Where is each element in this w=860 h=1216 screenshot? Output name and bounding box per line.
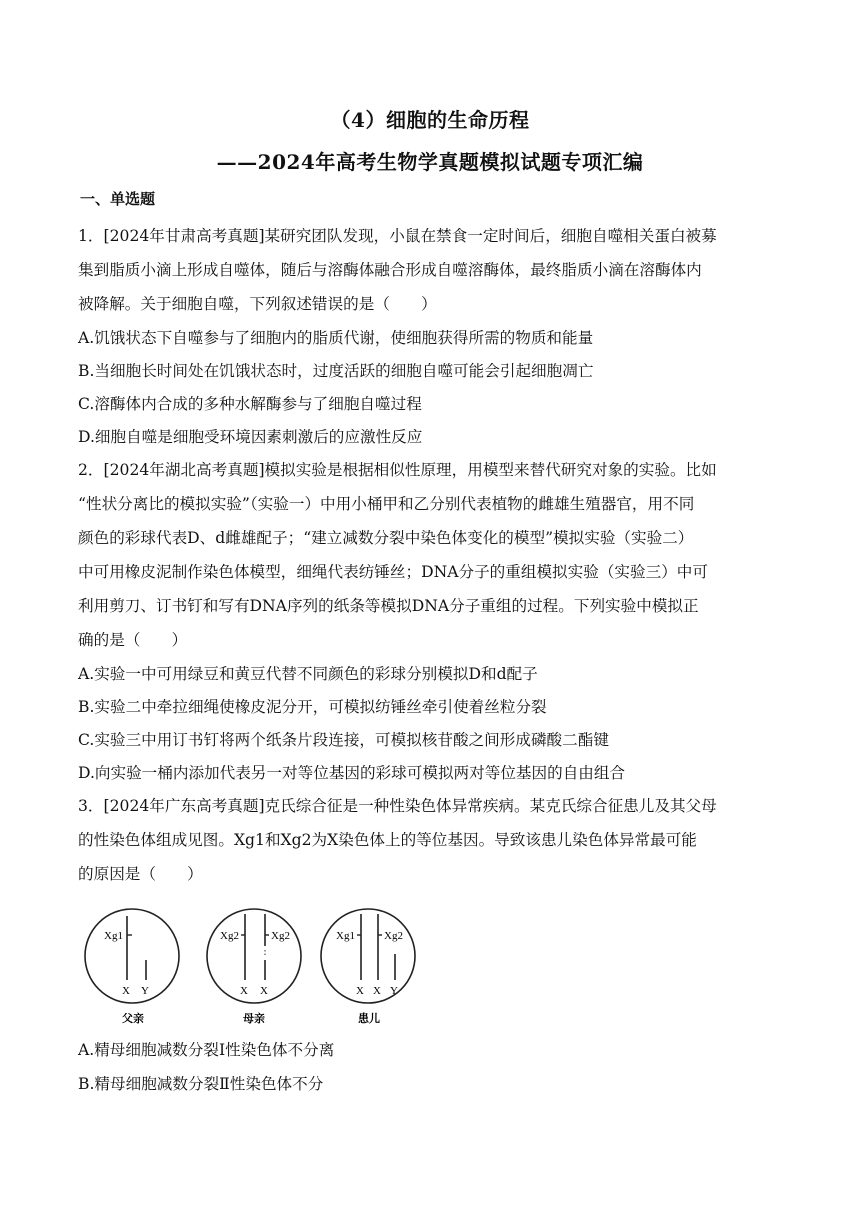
- question-1-line-2: 集到脂质小滴上形成自噬体，随后与溶酶体融合形成自噬溶酶体，最终脂质小滴在溶酶体内: [78, 261, 702, 279]
- question-2-line-5: 利用剪刀、订书钉和写有DNA序列的纸条等模拟DNA分子重组的过程。下列实验中模拟正: [78, 597, 699, 615]
- child-chrom-label-2: X: [373, 985, 381, 997]
- question-1-option-b: B.当细胞长时间处在饥饿状态时，过度活跃的细胞自噬可能会引起细胞凋亡: [78, 362, 594, 380]
- mother-chrom-label-1: X: [240, 985, 248, 997]
- child-chrom-label-3: Y: [390, 985, 398, 997]
- document-subtitle: ——2024年高考生物学真题模拟试题专项汇编: [216, 150, 644, 174]
- child-caption: 患儿: [358, 1012, 380, 1025]
- chromosome-figure: [78, 898, 438, 1038]
- question-2-line-3: 颜色的彩球代表D、d雌雄配子；“建立减数分裂中染色体变化的模型”模拟实验（实验二）: [78, 529, 694, 547]
- father-chrom-label-x: X: [122, 985, 130, 997]
- mother-caption: 母亲: [243, 1012, 265, 1025]
- mother-gene-label-2: Xg2: [271, 930, 290, 942]
- question-2-line-6: 确的是（ ）: [78, 631, 188, 649]
- mother-cell-outline: [207, 909, 301, 1003]
- child-cell-outline: [321, 909, 415, 1003]
- question-2-line-4: 中可用橡皮泥制作染色体模型，细绳代表纺锤丝；DNA分子的重组模拟实验（实验三）中可: [78, 563, 708, 581]
- question-2-option-a: A.实验一中可用绿豆和黄豆代替不同颜色的彩球分别模拟D和d配子: [78, 665, 538, 683]
- question-1-line-3: 被降解。关于细胞自噬，下列叙述错误的是（ ）: [78, 295, 437, 313]
- question-1-option-c: C.溶酶体内合成的多种水解酶参与了细胞自噬过程: [78, 395, 422, 413]
- question-1-option-d: D.细胞自噬是细胞受环境因素刺激后的应激性反应: [78, 428, 423, 446]
- child-cell: [321, 909, 415, 1025]
- document-title: （4）细胞的生命历程: [330, 108, 530, 132]
- question-3-option-b: B.精母细胞减数分裂Ⅱ性染色体不分: [78, 1075, 324, 1093]
- father-cell-outline: [85, 909, 179, 1003]
- question-3-line-3: 的原因是（ ）: [78, 865, 203, 883]
- mother-cell: [207, 909, 301, 1025]
- question-3-line-1: 3．[2024年广东高考真题]克氏综合征是一种性染色体异常疾病。某克氏综合征患儿及其父母: [78, 797, 717, 815]
- father-cell: [85, 909, 179, 1025]
- question-3-line-2: 的性染色体组成见图。Xg1和Xg2为X染色体上的等位基因。导致该患儿染色体异常最可能: [78, 831, 697, 849]
- question-2-line-2: “性状分离比的模拟实验”（实验一）中用小桶甲和乙分别代表植物的雌雄生殖器官，用不同: [78, 495, 695, 513]
- question-2-option-b: B.实验二中牵拉细绳使橡皮泥分开，可模拟纺锤丝牵引使着丝粒分裂: [78, 698, 547, 716]
- child-gene-label-1: Xg1: [336, 930, 355, 942]
- question-2-option-c: C.实验三中用订书钉将两个纸条片段连接，可模拟核苷酸之间形成磷酸二酯键: [78, 731, 609, 749]
- section-heading: 一、单选题: [80, 190, 156, 208]
- father-caption: 父亲: [122, 1012, 144, 1025]
- question-2-option-d: D.向实验一桶内添加代表另一对等位基因的彩球可模拟两对等位基因的自由组合: [78, 764, 626, 782]
- mother-chrom-label-2: X: [260, 985, 268, 997]
- question-3-option-a: A.精母细胞减数分裂Ⅰ性染色体不分离: [78, 1041, 335, 1059]
- child-gene-label-2: Xg2: [384, 930, 403, 942]
- father-gene-label: Xg1: [104, 930, 123, 942]
- child-chrom-label-1: X: [356, 985, 364, 997]
- father-chrom-label-y: Y: [141, 985, 149, 997]
- question-2-line-1: 2．[2024年湖北高考真题]模拟实验是根据相似性原理，用模型来替代研究对象的实验。比如: [78, 461, 717, 479]
- question-1-option-a: A.饥饿状态下自噬参与了细胞内的脂质代谢，使细胞获得所需的物质和能量: [78, 329, 594, 347]
- mother-gene-label-1: Xg2: [220, 930, 239, 942]
- question-1-line-1: 1．[2024年甘肃高考真题]某研究团队发现，小鼠在禁食一定时间后，细胞自噬相关蛋白被募: [78, 227, 717, 245]
